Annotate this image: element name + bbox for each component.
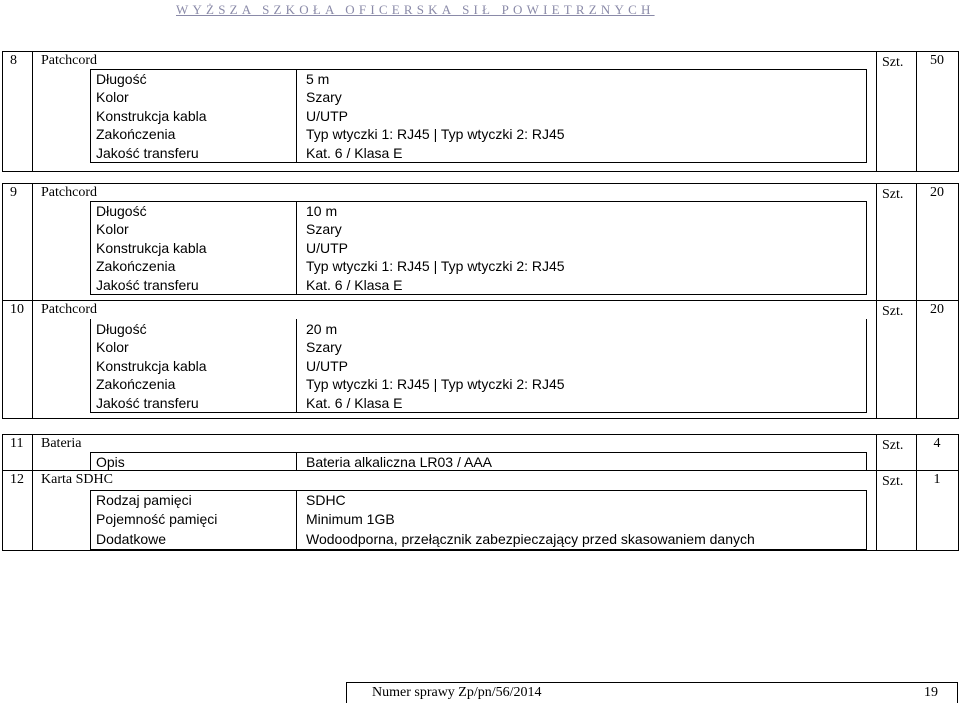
parameter-table-bottom [90,162,867,163]
parameter-value: Wodoodporna, przełącznik zabezpieczający przed skasowaniem danych [306,531,755,547]
row-left-border [2,300,3,419]
parameter-table-divider [296,69,297,163]
parameter-value: Kat. 6 / Klasa E [306,145,403,161]
row-top-border [2,300,959,301]
unit-column-border [876,183,877,301]
row-left-border [2,434,3,471]
parameter-table-bottom [90,294,867,295]
item-quantity: 4 [933,436,941,451]
parameter-table-top [90,201,867,202]
parameter-label: Jakość transferu [96,145,199,161]
item-unit: Szt. [882,474,904,489]
parameter-value: Kat. 6 / Klasa E [306,395,403,411]
parameter-value: SDHC [306,492,346,508]
parameter-value: 10 m [306,203,338,219]
parameter-label: Długość [96,71,147,87]
case-number: Numer sprawy Zp/pn/56/2014 [372,685,542,700]
item-unit: Szt. [882,304,904,319]
parameter-label: Opis [96,454,125,470]
parameter-value: Szary [306,221,342,237]
parameter-value: Typ wtyczki 1: RJ45 | Typ wtyczki 2: RJ45 [306,376,565,392]
parameter-table-bottom [90,412,867,413]
row-left-border [2,183,3,301]
parameter-table-top [90,490,867,491]
item-number: 8 [10,53,17,68]
item-number: 9 [10,185,17,200]
row-bottom-border [2,171,959,172]
parameter-table-left [90,69,91,163]
item-quantity: 20 [930,302,944,317]
item-quantity: 1 [933,472,941,487]
unit-column-border [876,300,877,419]
parameter-table-divider [296,201,297,295]
item-unit: Szt. [882,187,904,202]
item-name: Patchcord [41,302,97,317]
item-number: 10 [10,302,24,317]
parameter-value: Szary [306,89,342,105]
item-number: 12 [10,472,24,487]
parameter-label: Zakończenia [96,258,176,274]
parameter-label: Kolor [96,89,129,105]
row-right-border [958,183,959,301]
quantity-column-border [916,51,917,172]
parameter-value: Kat. 6 / Klasa E [306,277,403,293]
parameter-value: Typ wtyczki 1: RJ45 | Typ wtyczki 2: RJ45 [306,258,565,274]
item-name: Patchcord [41,185,97,200]
parameter-table-left [90,319,91,413]
parameter-table-top [90,69,867,70]
quantity-column-border [916,300,917,419]
number-column-border [32,183,33,301]
document-header: WYŻSZA SZKOŁA OFICERSKA SIŁ POWIETRZNYCH [176,2,655,17]
parameter-label: Konstrukcja kabla [96,108,207,124]
number-column-border [32,470,33,551]
item-name: Bateria [41,436,82,451]
parameter-table-left [90,201,91,295]
row-top-border [2,434,959,435]
parameter-label: Zakończenia [96,376,176,392]
number-column-border [32,51,33,172]
row-right-border [958,470,959,551]
item-name: Patchcord [41,53,97,68]
parameter-value: U/UTP [306,240,348,256]
row-bottom-border [2,418,959,419]
parameter-table-top [90,452,867,453]
parameter-label: Długość [96,203,147,219]
parameter-value: Bateria alkaliczna LR03 / AAA [306,454,492,470]
row-left-border [2,470,3,551]
item-unit: Szt. [882,438,904,453]
item-unit: Szt. [882,55,904,70]
row-right-border [958,51,959,172]
parameter-label: Kolor [96,339,129,355]
item-quantity: 20 [930,185,944,200]
parameter-table-right [866,452,867,471]
parameter-label: Jakość transferu [96,395,199,411]
unit-column-border [876,470,877,551]
parameter-label: Pojemność pamięci [96,511,218,527]
parameter-table-left [90,452,91,471]
parameter-value: U/UTP [306,108,348,124]
row-right-border [958,300,959,419]
parameter-table-right [866,69,867,163]
parameter-value: 5 m [306,71,330,87]
parameter-label: Konstrukcja kabla [96,358,207,374]
item-quantity: 50 [930,53,944,68]
parameter-label: Konstrukcja kabla [96,240,207,256]
quantity-column-border [916,183,917,301]
parameter-value: Minimum 1GB [306,511,395,527]
parameter-table-divider [296,490,297,550]
parameter-label: Kolor [96,221,129,237]
parameter-table-bottom [90,549,867,550]
parameter-table-right [866,201,867,295]
item-name: Karta SDHC [41,472,113,487]
page-number: 19 [924,685,938,700]
item-number: 11 [10,436,24,451]
unit-column-border [876,51,877,172]
row-top-border [2,51,959,52]
row-left-border [2,51,3,172]
parameter-value: U/UTP [306,358,348,374]
number-column-border [32,434,33,471]
unit-column-border [876,434,877,471]
parameter-table-divider [296,452,297,471]
quantity-column-border [916,434,917,471]
parameter-label: Długość [96,321,147,337]
parameter-table-right [866,319,867,413]
parameter-table-left [90,490,91,550]
parameter-value: Szary [306,339,342,355]
parameter-value: 20 m [306,321,338,337]
parameter-label: Jakość transferu [96,277,199,293]
quantity-column-border [916,470,917,551]
row-top-border [2,470,959,471]
parameter-table-right [866,490,867,550]
parameter-label: Dodatkowe [96,531,167,547]
parameter-label: Rodzaj pamięci [96,492,192,508]
row-bottom-border [2,550,959,551]
number-column-border [32,300,33,419]
row-top-border [2,183,959,184]
row-right-border [958,434,959,471]
parameter-table-divider [296,319,297,413]
parameter-label: Zakończenia [96,126,176,142]
parameter-value: Typ wtyczki 1: RJ45 | Typ wtyczki 2: RJ45 [306,126,565,142]
